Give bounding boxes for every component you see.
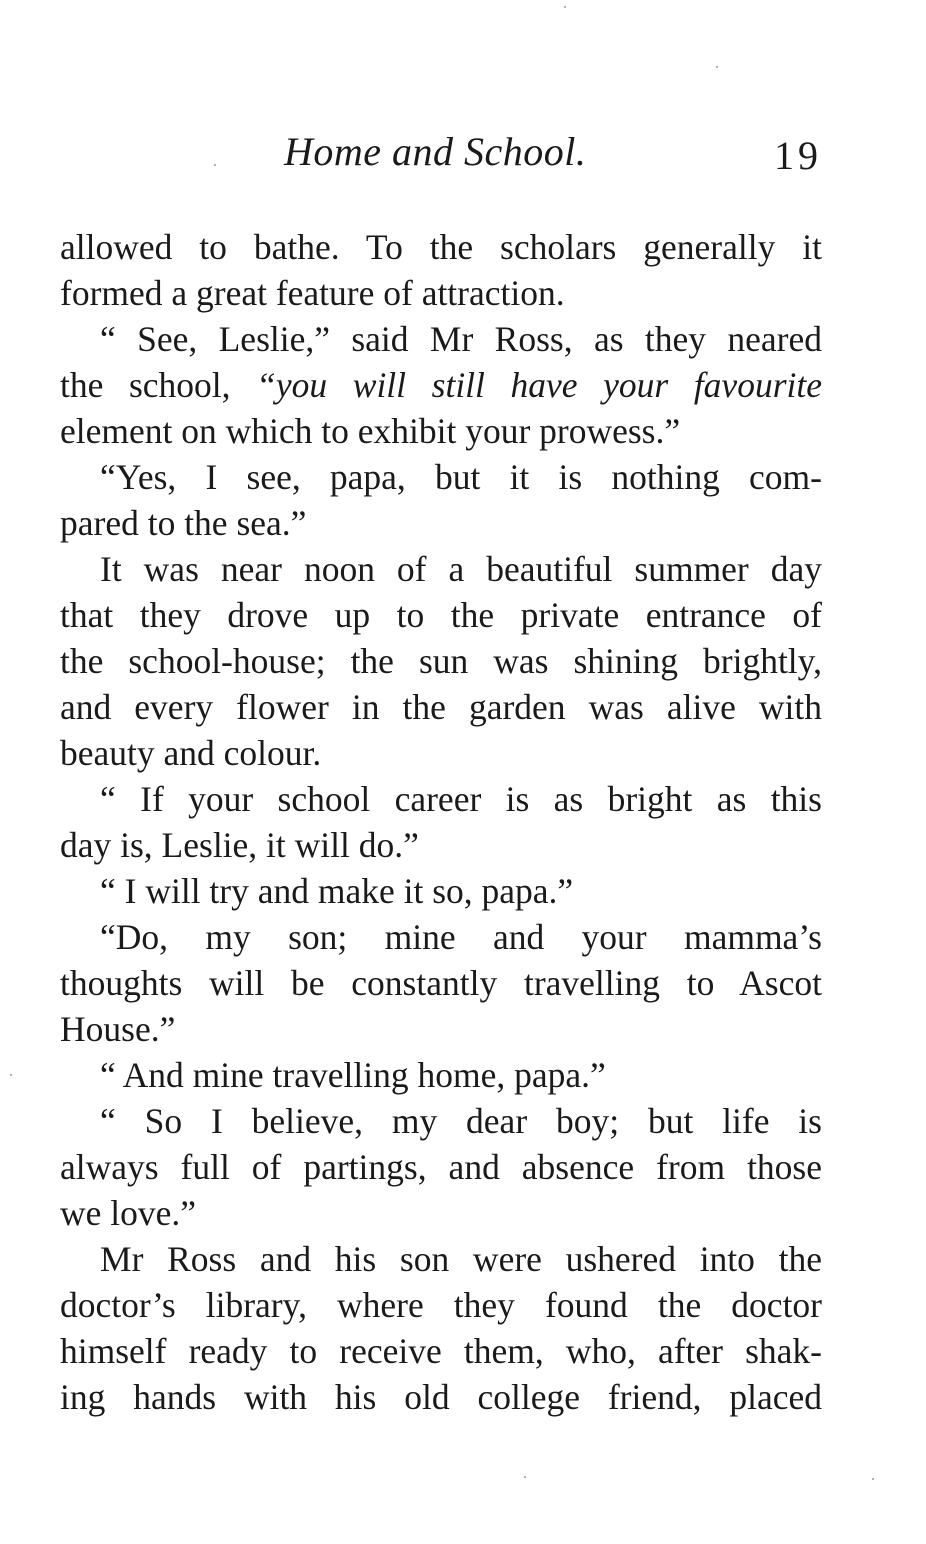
text-line: thoughts will be constantly travelling to Ascot	[60, 963, 822, 1003]
text-line: that they drove up to the private entrance of	[60, 595, 822, 635]
page-header	[0, 128, 926, 188]
text-line: “ So I believe, my dear boy; but life is	[100, 1101, 822, 1141]
text-line: day is, Leslie, it will do.”	[60, 825, 419, 865]
text-line: beauty and colour.	[60, 733, 322, 773]
text-line: element on which to exhibit your prowess.”	[60, 411, 681, 451]
text-line: ing hands with his old college friend, placed	[60, 1377, 822, 1417]
paper-speck	[716, 66, 718, 68]
text-line: It was near noon of a beautiful summer day	[100, 549, 822, 589]
text-line: “ If your school career is as bright as this	[100, 779, 822, 819]
text-line: “Yes, I see, papa, but it is nothing com-	[100, 457, 822, 497]
text-line: pared to the sea.”	[60, 503, 307, 543]
text-line: always full of partings, and absence from those	[60, 1147, 822, 1187]
text-line: we love.”	[60, 1193, 197, 1233]
text-line: House.”	[60, 1009, 176, 1049]
body-text	[60, 224, 822, 1420]
text-line: and every flower in the garden was alive with	[60, 687, 822, 727]
text-line: himself ready to receive them, who, after shak-	[60, 1331, 822, 1371]
text-line: “ See, Leslie,” said Mr Ross, as they neared	[100, 319, 822, 359]
paper-speck	[872, 1478, 874, 1480]
text-line: “ And mine travelling home, papa.”	[100, 1055, 606, 1095]
text-line: allowed to bathe. To the scholars generally it	[60, 227, 822, 267]
page-number: 19	[774, 133, 822, 178]
text-line: the school, “you will still have your favourite	[60, 365, 822, 405]
text-line: the school-house; the sun was shining brightly,	[60, 641, 822, 681]
text-line: doctor’s library, where they found the doctor	[60, 1285, 822, 1325]
running-title: Home and School.	[284, 129, 587, 174]
paper-speck	[564, 6, 566, 8]
text-line: “Do, my son; mine and your mamma’s	[100, 917, 822, 957]
text-line: “ I will try and make it so, papa.”	[100, 871, 574, 911]
paper-speck	[10, 1074, 12, 1076]
paper-speck	[524, 1476, 526, 1478]
text-line: formed a great feature of attraction.	[60, 273, 565, 313]
paper-speck	[214, 164, 216, 166]
text-line: Mr Ross and his son were ushered into the	[100, 1239, 822, 1279]
